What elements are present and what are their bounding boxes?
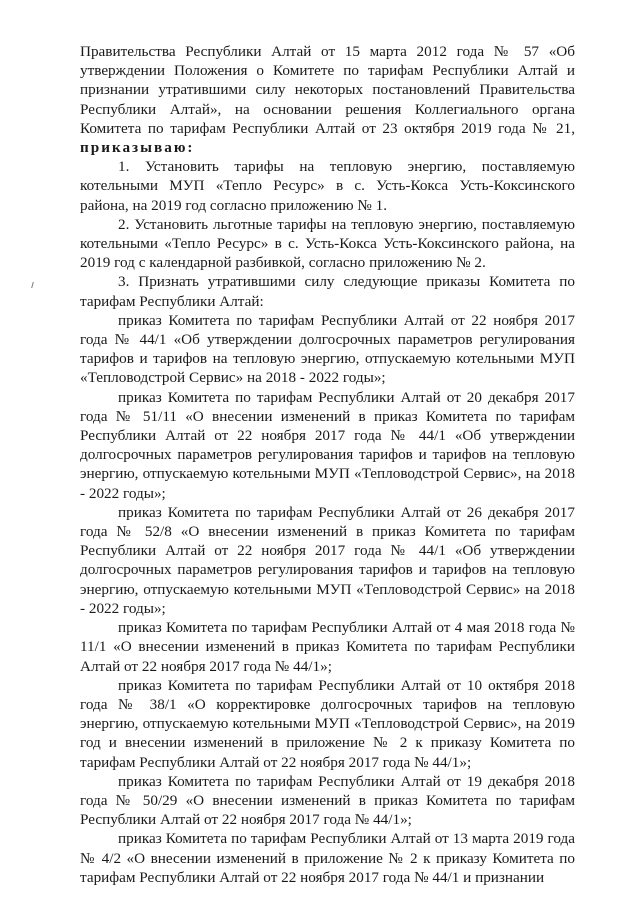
scan-mark — [31, 282, 37, 288]
document-page — [80, 42, 575, 887]
revoked-order-3: приказ Комитета по тарифам Республики Алтай от 26 декабря 2017 года № 52/8 «О внесении изменений в приказ Комитета по тарифам Республики Алтай от 22 ноября 2017 года № 44/1 «Об утверждении долгосрочных параметров регулирования тарифов и тарифов на тепловую энергию, отпускаемую котельными МУП «Тепловодстрой Сервис» на 2018 - 2022 годы»; — [80, 503, 575, 617]
intro-text: Правительства Республики Алтай от 15 марта 2012 года № 57 «Об утверждении Положения о Комитете по тарифам Республики Алтай и признании утратившими силу некоторых постановлений Правительства Республики Алтай», на основании решения Коллегиального органа Комитета по тарифам Республики Алтай от 23 октября 2019 года № 21, — [80, 43, 575, 137]
intro-paragraph — [80, 42, 575, 157]
item-3: 3. Признать утратившими силу следующие приказы Комитета по тарифам Республики Алтай: — [80, 273, 575, 310]
order-word: приказываю: — [80, 139, 195, 157]
revoked-order-7: приказ Комитета по тарифам Республики Алтай от 13 марта 2019 года № 4/2 «О внесении изменений в приложение № 2 к приказу Комитета по тарифам Республики Алтай от 22 ноября 2017 года № 44/1 и признании — [80, 830, 575, 886]
revoked-order-1: приказ Комитета по тарифам Республики Алтай от 22 ноября 2017 года № 44/1 «Об утверждении долгосрочных параметров регулирования тарифов и тарифов на тепловую энергию, отпускаемую котельными МУП «Тепловодстрой Сервис» на 2018 - 2022 годы»; — [80, 311, 575, 387]
revoked-order-2: приказ Комитета по тарифам Республики Алтай от 20 декабря 2017 года № 51/11 «О внесении изменений в приказ Комитета по тарифам Республики Алтай от 22 ноября 2017 года № 44/1 «Об утверждении долгосрочных параметров регулирования тарифов и тарифов на тепловую энергию, отпускаемую котельными МУП «Тепловодстрой Сервис», на 2018 - 2022 годы»; — [80, 388, 575, 502]
revoked-order-4: приказ Комитета по тарифам Республики Алтай от 4 мая 2018 года № 11/1 «О внесении изменений в приказ Комитета по тарифам Республики Алтай от 22 ноября 2017 года № 44/1»; — [80, 619, 575, 675]
item-1: 1. Установить тарифы на тепловую энергию, поставляемую котельными МУП «Тепло Ресурс» в с. Усть-Кокса Усть-Коксинского района, на 2019 год согласно приложению № 1. — [80, 158, 575, 214]
revoked-order-5: приказ Комитета по тарифам Республики Алтай от 10 октября 2018 года № 38/1 «О корректировке долгосрочных тарифов на тепловую энергию, отпускаемую котельными МУП «Тепловодстрой Сервис», на 2019 год и внесении изменений в приложение № 2 к приказу Комитета по тарифам Республики Алтай от 22 ноября 2017 года № 44/1»; — [80, 676, 575, 771]
revoked-orders-list — [80, 311, 575, 887]
revoked-order-6: приказ Комитета по тарифам Республики Алтай от 19 декабря 2018 года № 50/29 «О внесении изменений в приказ Комитета по тарифам Республики Алтай от 22 ноября 2017 года № 44/1»; — [80, 772, 575, 829]
item-2: 2. Установить льготные тарифы на тепловую энергию, поставляемую котельными «Тепло Ресурс» в с. Усть-Кокса Усть-Коксинского района, на 2019 год с календарной разбивкой, согласно приложению № 2. — [80, 215, 575, 272]
